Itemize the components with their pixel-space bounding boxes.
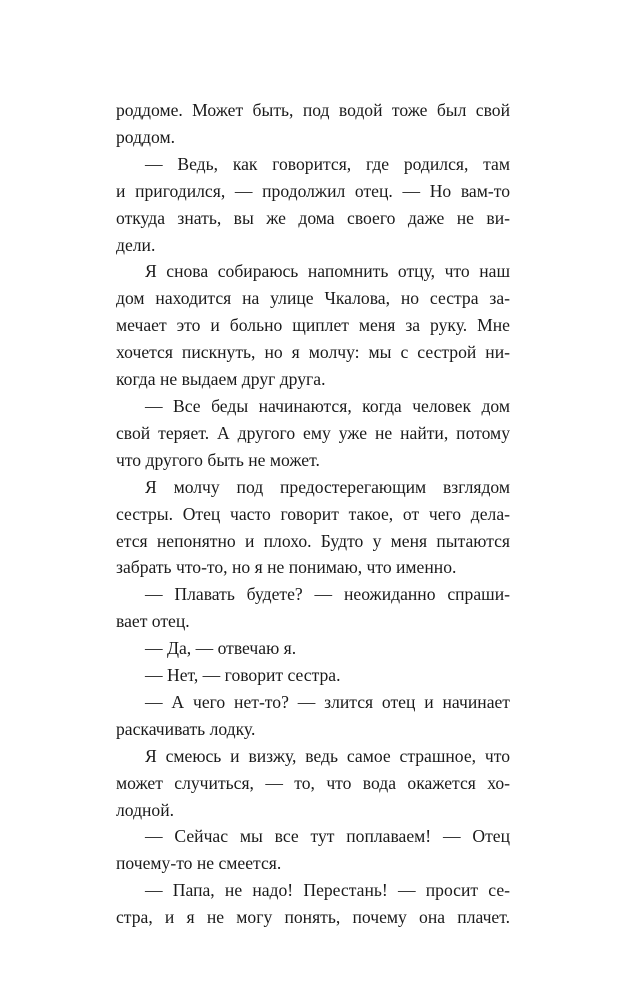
- text-line: лодной.: [116, 799, 175, 820]
- text-line: что другого быть не может.: [116, 449, 320, 470]
- text-line: мечает это и больно щиплет меня за руку. Мне: [116, 315, 510, 336]
- paragraph: [116, 743, 510, 824]
- text-line: Я снова собираюсь напомнить отцу, что наш: [145, 261, 510, 282]
- text-line: дели.: [116, 234, 156, 255]
- text-line: — Сейчас мы все тут поплаваем! — Отец: [145, 826, 510, 847]
- text-line: — Папа, не надо! Перестань! — просит се-: [145, 880, 510, 901]
- text-line: может случиться, — то, что вода окажется хо-: [116, 772, 510, 793]
- text-line: почему-то не смеется.: [116, 853, 282, 874]
- paragraph: [116, 635, 510, 662]
- text-line: — Нет, — говорит сестра.: [145, 665, 341, 686]
- paragraph: [116, 393, 510, 474]
- text-line: — Все беды начинаются, когда человек дом: [145, 395, 510, 416]
- paragraph: [116, 662, 510, 689]
- paragraph: [116, 823, 510, 877]
- text-line: и пригодился, — продолжил отец. — Но вам-то: [116, 180, 510, 201]
- text-line: Я смеюсь и визжу, ведь самое страшное, что: [145, 745, 510, 766]
- text-line: дом находится на улице Чкалова, но сестра за-: [116, 288, 510, 309]
- text-line: свой теряет. А другого ему уже не найти, потому: [116, 422, 510, 443]
- text-line: — Плавать будете? — неожиданно спраши-: [145, 584, 510, 605]
- paragraph: [116, 97, 510, 151]
- text-line: — А чего нет-то? — злится отец и начинает: [145, 691, 510, 712]
- paragraph: [116, 689, 510, 743]
- text-line: раскачивать лодку.: [116, 718, 256, 739]
- text-line: сестры. Отец часто говорит такое, от чего дела-: [116, 503, 510, 524]
- text-line: стра, и я не могу понять, почему она плачет.: [116, 907, 510, 928]
- text-line: роддоме. Может быть, под водой тоже был свой: [116, 100, 510, 120]
- text-line: Я молчу под предостерегающим взглядом: [145, 476, 510, 497]
- text-line: забрать что-то, но я не понимаю, что именно.: [116, 557, 457, 578]
- text-line: когда не выдаем друг друга.: [116, 369, 326, 390]
- text-line: — Ведь, как говорится, где родился, там: [145, 153, 510, 174]
- paragraph: [116, 151, 510, 259]
- text-line: ется непонятно и плохо. Будто у меня пытаются: [116, 530, 510, 551]
- paragraph: [116, 581, 510, 635]
- text-line: откуда знать, вы же дома своего даже не ви-: [116, 207, 510, 228]
- page-text: [116, 97, 510, 931]
- text-line: — Да, — отвечаю я.: [145, 638, 297, 659]
- text-line: роддом.: [116, 126, 175, 147]
- paragraph: [116, 474, 510, 582]
- text-line: хочется пискнуть, но я молчу: мы с сестрой ни-: [116, 342, 510, 363]
- paragraph: [116, 258, 510, 393]
- paragraph: [116, 877, 510, 931]
- text-line: вает отец.: [116, 611, 190, 632]
